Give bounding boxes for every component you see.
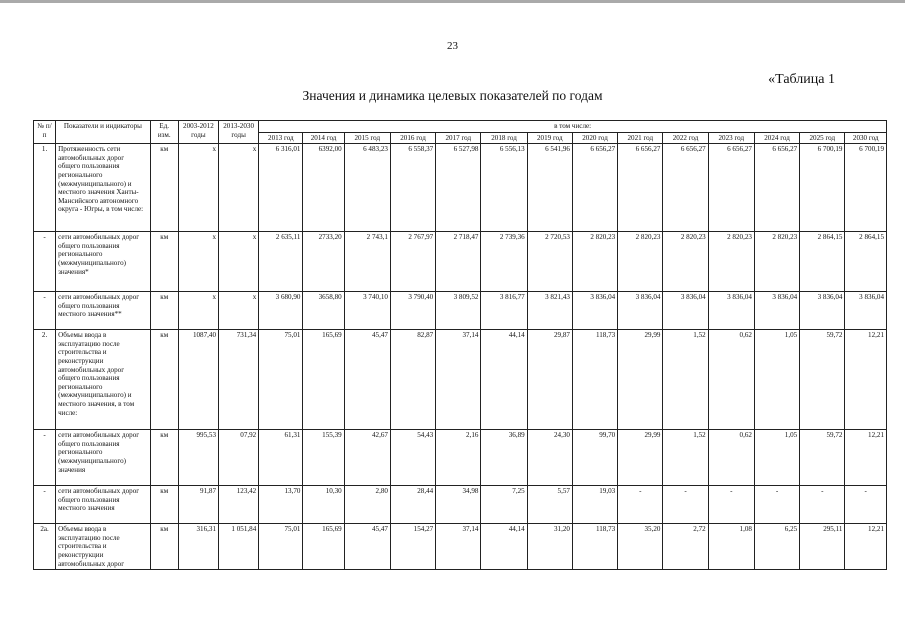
year-value-cell: 165,69 <box>303 330 344 430</box>
year-value-cell: 2 635,11 <box>259 232 303 292</box>
year-value-cell: 99,70 <box>572 430 617 486</box>
indicator-name: сети автомобильных дорог общего пользования регионального (межмуниципального) значения <box>56 430 151 486</box>
year-value-cell: 45,47 <box>344 330 390 430</box>
header-year: 2019 год <box>527 132 572 144</box>
year-value-cell: 42,67 <box>344 430 390 486</box>
year-value-cell: 61,31 <box>259 430 303 486</box>
period-2013-2030-cell: x <box>219 292 259 330</box>
header-year: 2018 год <box>481 132 527 144</box>
page-number: 23 <box>447 40 458 52</box>
year-value-cell: 1,52 <box>663 330 708 430</box>
header-year: 2022 год <box>663 132 708 144</box>
year-value-cell: 6 656,27 <box>708 144 754 232</box>
year-value-cell: 6,25 <box>754 524 799 570</box>
year-value-cell: 34,98 <box>436 486 481 524</box>
year-value-cell: 29,87 <box>527 330 572 430</box>
period-2003-2012-cell: x <box>178 144 218 232</box>
year-value-cell: 3 740,10 <box>344 292 390 330</box>
indicator-name: сети автомобильных дорог общего пользования регионального (межмуниципального) значения* <box>56 232 151 292</box>
header-year: 2021 год <box>618 132 663 144</box>
year-value-cell: 6 541,96 <box>527 144 572 232</box>
year-value-cell: 19,03 <box>572 486 617 524</box>
year-value-cell: 0,62 <box>708 430 754 486</box>
year-value-cell: 75,01 <box>259 524 303 570</box>
year-value-cell: 2,72 <box>663 524 708 570</box>
unit-cell: км <box>150 330 178 430</box>
year-value-cell: 13,70 <box>259 486 303 524</box>
year-value-cell: 1,05 <box>754 330 799 430</box>
year-value-cell: 7,25 <box>481 486 527 524</box>
header-year: 2015 год <box>344 132 390 144</box>
year-value-cell: 82,87 <box>390 330 435 430</box>
period-2003-2012-cell: x <box>178 232 218 292</box>
period-2013-2030-cell: 123,42 <box>219 486 259 524</box>
year-value-cell: 31,20 <box>527 524 572 570</box>
indicator-name: сети автомобильных дорог общего пользования местного значения <box>56 486 151 524</box>
period-2013-2030-cell: 1 051,84 <box>219 524 259 570</box>
header-year: 2030 год <box>845 132 887 144</box>
period-2003-2012-cell: 91,87 <box>178 486 218 524</box>
row-number: - <box>34 486 56 524</box>
year-value-cell: 3 836,04 <box>754 292 799 330</box>
year-value-cell: 6392,00 <box>303 144 344 232</box>
header-year: 2013 год <box>259 132 303 144</box>
year-value-cell: 6 316,01 <box>259 144 303 232</box>
year-value-cell: 3658,80 <box>303 292 344 330</box>
year-value-cell: 2 739,36 <box>481 232 527 292</box>
year-value-cell: 12,21 <box>845 524 887 570</box>
header-year: 2020 год <box>572 132 617 144</box>
page-title: Значения и динамика целевых показателей по годам <box>302 88 603 103</box>
year-value-cell: 29,99 <box>618 430 663 486</box>
header-year: 2023 год <box>708 132 754 144</box>
year-value-cell: 118,73 <box>572 524 617 570</box>
header-unit: Ед. изм. <box>150 121 178 144</box>
period-2013-2030-cell: x <box>219 232 259 292</box>
unit-cell: км <box>150 292 178 330</box>
year-value-cell: 6 700,19 <box>845 144 887 232</box>
period-2013-2030-cell: x <box>219 144 259 232</box>
year-value-cell: 5,57 <box>527 486 572 524</box>
year-value-cell: 2 820,23 <box>754 232 799 292</box>
year-value-cell: 2 820,23 <box>618 232 663 292</box>
year-value-cell: 45,47 <box>344 524 390 570</box>
year-value-cell: 0,62 <box>708 330 754 430</box>
year-value-cell: 3 836,04 <box>845 292 887 330</box>
year-value-cell: 2 820,23 <box>572 232 617 292</box>
header-including: в том числе: <box>259 121 887 133</box>
period-2013-2030-cell: 731,34 <box>219 330 259 430</box>
year-value-cell: 2,16 <box>436 430 481 486</box>
header-indicator: Показатели и индикаторы <box>56 121 151 144</box>
year-value-cell: 1,05 <box>754 430 799 486</box>
year-value-cell: 6 556,13 <box>481 144 527 232</box>
year-value-cell: 12,21 <box>845 430 887 486</box>
year-value-cell: - <box>845 486 887 524</box>
year-value-cell: 36,89 <box>481 430 527 486</box>
year-value-cell: 2 820,23 <box>708 232 754 292</box>
row-number: - <box>34 232 56 292</box>
period-2013-2030-cell: 07,92 <box>219 430 259 486</box>
row-number: - <box>34 430 56 486</box>
year-value-cell: 3 816,77 <box>481 292 527 330</box>
year-value-cell: 2 767,97 <box>390 232 435 292</box>
year-value-cell: 118,73 <box>572 330 617 430</box>
header-year: 2016 год <box>390 132 435 144</box>
year-value-cell: 37,14 <box>436 330 481 430</box>
year-value-cell: 59,72 <box>800 330 845 430</box>
year-value-cell: 6 558,37 <box>390 144 435 232</box>
table-row <box>34 430 887 486</box>
indicator-name: Объемы ввода в эксплуатацию после строительства и реконструкции автомобильных дорог общего пользования регионального (межмуниципального) и местного значения, в том числе: <box>56 330 151 430</box>
year-value-cell: - <box>800 486 845 524</box>
unit-cell: км <box>150 144 178 232</box>
year-value-cell: - <box>708 486 754 524</box>
year-value-cell: 2 720,53 <box>527 232 572 292</box>
table-row <box>34 330 887 430</box>
year-value-cell: 3 790,40 <box>390 292 435 330</box>
year-value-cell: 37,14 <box>436 524 481 570</box>
year-value-cell: 10,30 <box>303 486 344 524</box>
header-year: 2024 год <box>754 132 799 144</box>
table-row <box>34 292 887 330</box>
year-value-cell: 3 836,04 <box>800 292 845 330</box>
year-value-cell: 35,20 <box>618 524 663 570</box>
header-period-2: 2013-2030 годы <box>219 121 259 144</box>
year-value-cell: 44,14 <box>481 524 527 570</box>
unit-cell: км <box>150 430 178 486</box>
year-value-cell: 6 656,27 <box>618 144 663 232</box>
year-value-cell: 3 821,43 <box>527 292 572 330</box>
year-value-cell: 2733,20 <box>303 232 344 292</box>
year-value-cell: 2 820,23 <box>663 232 708 292</box>
header-year: 2014 год <box>303 132 344 144</box>
year-value-cell: 2 864,15 <box>800 232 845 292</box>
indicator-name: сети автомобильных дорог общего пользования местного значения** <box>56 292 151 330</box>
year-value-cell: 3 836,04 <box>663 292 708 330</box>
year-value-cell: 29,99 <box>618 330 663 430</box>
year-value-cell: 154,27 <box>390 524 435 570</box>
year-value-cell: 3 836,04 <box>572 292 617 330</box>
unit-cell: км <box>150 486 178 524</box>
year-value-cell: 2 718,47 <box>436 232 481 292</box>
year-value-cell: 1,08 <box>708 524 754 570</box>
year-value-cell: 6 527,98 <box>436 144 481 232</box>
row-number: - <box>34 292 56 330</box>
year-value-cell: 6 483,23 <box>344 144 390 232</box>
indicator-name: Протяженность сети автомобильных дорог общего пользования регионального (межмуниципального) и местного значения Ханты-Мансийского автономного округа - Югры, в том числе: <box>56 144 151 232</box>
year-value-cell: 3 809,52 <box>436 292 481 330</box>
header-year: 2017 год <box>436 132 481 144</box>
year-value-cell: 12,21 <box>845 330 887 430</box>
unit-cell: км <box>150 524 178 570</box>
indicator-name: Объемы ввода в эксплуатацию после строительства и реконструкции автомобильных дорог <box>56 524 151 570</box>
table-row <box>34 232 887 292</box>
year-value-cell: 3 836,04 <box>708 292 754 330</box>
period-2003-2012-cell: 1087,40 <box>178 330 218 430</box>
year-value-cell: 28,44 <box>390 486 435 524</box>
year-value-cell: 24,30 <box>527 430 572 486</box>
year-value-cell: 59,72 <box>800 430 845 486</box>
period-2003-2012-cell: 316,31 <box>178 524 218 570</box>
year-value-cell: 6 656,27 <box>754 144 799 232</box>
row-number: 1. <box>34 144 56 232</box>
header-num: № п/п <box>34 121 56 144</box>
indicators-table <box>33 120 887 570</box>
table-row <box>34 144 887 232</box>
year-value-cell: 295,11 <box>800 524 845 570</box>
unit-cell: км <box>150 232 178 292</box>
year-value-cell: 75,01 <box>259 330 303 430</box>
year-value-cell: - <box>618 486 663 524</box>
year-value-cell: 6 656,27 <box>572 144 617 232</box>
table-row <box>34 524 887 570</box>
year-value-cell: 155,39 <box>303 430 344 486</box>
year-value-cell: 1,52 <box>663 430 708 486</box>
row-number: 2а. <box>34 524 56 570</box>
year-value-cell: 165,69 <box>303 524 344 570</box>
year-value-cell: 6 700,19 <box>800 144 845 232</box>
scan-top-edge <box>0 0 905 3</box>
table-row <box>34 486 887 524</box>
year-value-cell: 6 656,27 <box>663 144 708 232</box>
year-value-cell: 54,43 <box>390 430 435 486</box>
year-value-cell: 2 864,15 <box>845 232 887 292</box>
table-caption-tag: «Таблица 1 <box>768 72 835 87</box>
period-2003-2012-cell: 995,53 <box>178 430 218 486</box>
header-period-1: 2003-2012 годы <box>178 121 218 144</box>
year-value-cell: 44,14 <box>481 330 527 430</box>
row-number: 2. <box>34 330 56 430</box>
year-value-cell: 2,80 <box>344 486 390 524</box>
year-value-cell: - <box>663 486 708 524</box>
table-body <box>34 144 887 570</box>
year-value-cell: - <box>754 486 799 524</box>
year-value-cell: 3 680,90 <box>259 292 303 330</box>
header-year: 2025 год <box>800 132 845 144</box>
year-value-cell: 2 743,1 <box>344 232 390 292</box>
period-2003-2012-cell: x <box>178 292 218 330</box>
year-value-cell: 3 836,04 <box>618 292 663 330</box>
